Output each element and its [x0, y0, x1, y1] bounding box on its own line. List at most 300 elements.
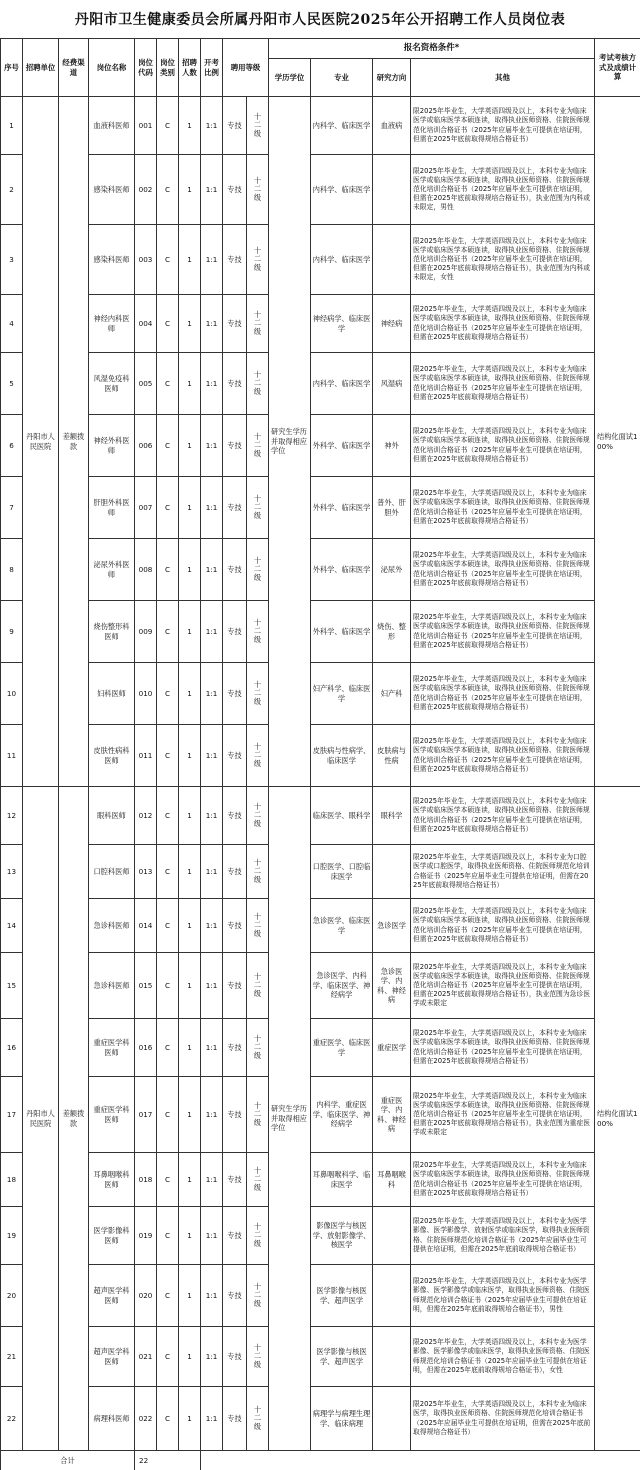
row-post-type: C [157, 1153, 179, 1207]
row-post-type: C [157, 1077, 179, 1153]
row-post-type: C [157, 539, 179, 601]
row-other: 限2025年毕业生，大学英语四级及以上，本科专业为医学影像、医学影像学或临床医学，取得执业医师资格、住院医师规范化培训合格证书（2025年应届毕业生可提供在培证明，但需在2025年底前取得规培合格证书），男性 [411, 1265, 595, 1327]
row-grade-level [247, 225, 269, 295]
row-post-name: 泌尿外科医师 [89, 539, 135, 601]
row-grade-category: 专技 [223, 953, 247, 1019]
row-fund: 差额拨款 [59, 787, 89, 1451]
row-grade-category: 专技 [223, 1387, 247, 1451]
row-post-code: 014 [135, 899, 157, 953]
row-major: 内科学、临床医学 [311, 225, 373, 295]
row-ratio: 1:1 [201, 1207, 223, 1265]
positions-table [0, 38, 640, 1470]
row-seq: 21 [1, 1327, 23, 1387]
row-post-type: C [157, 97, 179, 155]
grade-level-text: 十二级 [253, 742, 262, 768]
row-direction: 重症医学、内科、神经病 [373, 1077, 411, 1153]
row-count: 1 [179, 1077, 201, 1153]
row-seq: 15 [1, 953, 23, 1019]
table-row [1, 663, 640, 725]
row-major: 急诊医学、内科学、临床医学、神经病学 [311, 953, 373, 1019]
row-post-type: C [157, 899, 179, 953]
row-grade-level [247, 899, 269, 953]
row-seq: 8 [1, 539, 23, 601]
row-post-type: C [157, 155, 179, 225]
row-seq: 11 [1, 725, 23, 787]
row-other: 限2025年毕业生，大学英语四级及以上，本科专业为医学影像、医学影像学、放射医学或临床医学，取得执业医师资格、住院医师规范化培训合格证书（2025年应届毕业生可提供在培证明，但需在2025年底前取得规培合格证书） [411, 1207, 595, 1265]
row-ratio: 1:1 [201, 663, 223, 725]
row-count: 1 [179, 845, 201, 899]
row-post-name: 皮肤性病科医师 [89, 725, 135, 787]
row-post-name: 重症医学科医师 [89, 1019, 135, 1077]
row-other: 限2025年毕业生，大学英语四级及以上，本科专业为临床医学或临床医学本硕连读，取得执业医师资格、住院医师规范化培训合格证书（2025年应届毕业生可提供在培证明，但需在2025年底前取得规培合格证书），执业范围为内科或未限定，男性 [411, 155, 595, 225]
row-seq: 2 [1, 155, 23, 225]
row-grade-category: 专技 [223, 663, 247, 725]
row-count: 1 [179, 1387, 201, 1451]
row-post-name: 超声医学科医师 [89, 1265, 135, 1327]
row-grade-category: 专技 [223, 1207, 247, 1265]
grade-level-text: 十二级 [253, 1282, 262, 1308]
grade-level-text: 十二级 [253, 972, 262, 998]
row-count: 1 [179, 415, 201, 477]
grade-level-text: 十二级 [253, 1101, 262, 1127]
table-row [1, 477, 640, 539]
row-post-code: 012 [135, 787, 157, 845]
row-other: 限2025年毕业生，大学英语四级及以上，本科专业为临床医学或临床医学本硕连读，取得执业医师资格、住院医师规范化培训合格证书（2025年应届毕业生可提供在培证明，但需在2025年底前取得规培合格证书），执业范围为内科或未限定，女性 [411, 225, 595, 295]
footer-total-count: 22 [135, 1451, 201, 1470]
row-post-name: 妇科医师 [89, 663, 135, 725]
row-post-name: 急诊科医师 [89, 899, 135, 953]
row-ratio: 1:1 [201, 1327, 223, 1387]
table-row [1, 899, 640, 953]
grade-level-text: 十二级 [253, 912, 262, 938]
row-count: 1 [179, 601, 201, 663]
row-post-code: 008 [135, 539, 157, 601]
row-unit: 丹阳市人民医院 [23, 787, 59, 1451]
row-grade-category: 专技 [223, 225, 247, 295]
table-row [1, 1387, 640, 1451]
row-other: 限2025年毕业生，大学英语四级及以上，本科专业为临床医学或临床医学本硕连读，取得执业医师资格、住院医师规范化培训合格证书（2025年应届毕业生可提供在培证明，但需在2025年底前取得规培合格证书） [411, 295, 595, 353]
row-post-code: 013 [135, 845, 157, 899]
row-other: 限2025年毕业生，大学英语四级及以上，本科专业为临床医学或临床医学本硕连读，取得执业医师资格、住院医师规范化培训合格证书（2025年应届毕业生可提供在培证明，但需在2025年底前取得规培合格证书） [411, 353, 595, 415]
row-ratio: 1:1 [201, 539, 223, 601]
row-major: 神经病学、临床医学 [311, 295, 373, 353]
row-ratio: 1:1 [201, 787, 223, 845]
row-seq: 16 [1, 1019, 23, 1077]
table-row [1, 601, 640, 663]
grade-level-text: 十二级 [253, 1343, 262, 1369]
row-major: 急诊医学、临床医学 [311, 899, 373, 953]
row-post-type: C [157, 845, 179, 899]
row-major: 重症医学、临床医学 [311, 1019, 373, 1077]
row-other: 限2025年毕业生，大学英语四级及以上，本科专业为临床医学或临床医学本硕连读，取得执业医师资格、住院医师规范化培训合格证书（2025年应届毕业生可提供在培证明，但需在2025年底前取得规培合格证书） [411, 601, 595, 663]
row-grade-level [247, 1327, 269, 1387]
header-unit: 招聘单位 [23, 39, 59, 97]
row-other: 限2025年毕业生，大学英语四级及以上，本科专业为临床医学或临床医学本硕连读，取得执业医师资格、住院医师规范化培训合格证书（2025年应届毕业生可提供在培证明，但需在2025年底前取得规培合格证书） [411, 1153, 595, 1207]
row-post-type: C [157, 353, 179, 415]
row-post-name: 病理科医师 [89, 1387, 135, 1451]
header-direction: 研究方向 [373, 59, 411, 97]
footer-total-label: 合计 [1, 1451, 135, 1470]
table-row [1, 1153, 640, 1207]
row-post-type: C [157, 1387, 179, 1451]
row-post-type: C [157, 1207, 179, 1265]
row-grade-category: 专技 [223, 1153, 247, 1207]
row-direction: 血液病 [373, 97, 411, 155]
row-post-name: 肝胆外科医师 [89, 477, 135, 539]
table-row [1, 725, 640, 787]
table-row [1, 155, 640, 225]
row-other: 限2025年毕业生，大学英语四级及以上，本科专业为临床医学或临床医学本硕连读，取得执业医师资格、住院医师规范化培训合格证书（2025年应届毕业生可提供在培证明，但需在2025年底前取得规培合格证书），执业范围为急诊医学或未限定 [411, 953, 595, 1019]
header-post-name: 岗位名称 [89, 39, 135, 97]
table-row [1, 353, 640, 415]
row-post-type: C [157, 477, 179, 539]
row-grade-level [247, 1153, 269, 1207]
row-post-type: C [157, 415, 179, 477]
row-grade-level [247, 477, 269, 539]
row-grade-level [247, 725, 269, 787]
row-post-name: 医学影像科医师 [89, 1207, 135, 1265]
row-grade-category: 专技 [223, 1019, 247, 1077]
row-major: 外科学、临床医学 [311, 539, 373, 601]
row-post-code: 001 [135, 97, 157, 155]
row-post-name: 重症医学科医师 [89, 1077, 135, 1153]
row-count: 1 [179, 295, 201, 353]
grade-level-text: 十二级 [253, 1405, 262, 1431]
row-grade-level [247, 953, 269, 1019]
row-grade-category: 专技 [223, 97, 247, 155]
row-seq: 20 [1, 1265, 23, 1327]
row-major: 医学影像与核医学、超声医学 [311, 1327, 373, 1387]
row-direction: 神经病 [373, 295, 411, 353]
row-direction: 烧伤、整形 [373, 601, 411, 663]
row-direction: 耳鼻咽喉科 [373, 1153, 411, 1207]
row-direction: 泌尿外 [373, 539, 411, 601]
row-direction: 普外、肝胆外 [373, 477, 411, 539]
row-grade-level [247, 1019, 269, 1077]
grade-level-text: 十二级 [253, 176, 262, 202]
row-post-type: C [157, 601, 179, 663]
row-post-name: 风湿免疫科医师 [89, 353, 135, 415]
row-other: 限2025年毕业生，大学英语四级及以上，本科专业为临床医学或临床医学本硕连读，取得执业医师资格、住院医师规范化培训合格证书（2025年应届毕业生可提供在培证明，但需在2025年底前取得规培合格证书） [411, 477, 595, 539]
grade-level-text: 十二级 [253, 112, 262, 138]
row-post-type: C [157, 953, 179, 1019]
row-grade-category: 专技 [223, 415, 247, 477]
row-post-code: 017 [135, 1077, 157, 1153]
row-seq: 7 [1, 477, 23, 539]
header-grade: 聘用等级 [223, 39, 269, 97]
row-major: 口腔医学、口腔临床医学 [311, 845, 373, 899]
row-direction [373, 1327, 411, 1387]
row-grade-category: 专技 [223, 295, 247, 353]
row-other: 限2025年毕业生，大学英语四级及以上，本科专业为临床医学或临床医学本硕连读，取得执业医师资格、住院医师规范化培训合格证书（2025年应届毕业生可提供在培证明，但需在2025年底前取得规培合格证书） [411, 663, 595, 725]
footer-blank [201, 1451, 640, 1470]
row-ratio: 1:1 [201, 225, 223, 295]
row-post-code: 020 [135, 1265, 157, 1327]
grade-level-text: 十二级 [253, 618, 262, 644]
table-row [1, 1019, 640, 1077]
row-fund: 差额拨款 [59, 97, 89, 787]
table-row [1, 97, 640, 155]
row-grade-category: 专技 [223, 155, 247, 225]
row-post-type: C [157, 1265, 179, 1327]
grade-level-text: 十二级 [253, 556, 262, 582]
row-count: 1 [179, 1153, 201, 1207]
row-grade-category: 专技 [223, 1327, 247, 1387]
row-grade-category: 专技 [223, 845, 247, 899]
row-count: 1 [179, 225, 201, 295]
row-exam: 结构化面试100% [595, 787, 640, 1451]
row-grade-level [247, 787, 269, 845]
row-ratio: 1:1 [201, 1077, 223, 1153]
row-ratio: 1:1 [201, 353, 223, 415]
row-major: 皮肤病与性病学、临床医学 [311, 725, 373, 787]
header-qualifications: 报名资格条件* [269, 39, 595, 59]
row-count: 1 [179, 155, 201, 225]
grade-level-text: 十二级 [253, 858, 262, 884]
row-post-type: C [157, 1019, 179, 1077]
row-direction [373, 155, 411, 225]
row-grade-category: 专技 [223, 601, 247, 663]
row-ratio: 1:1 [201, 725, 223, 787]
table-row [1, 1327, 640, 1387]
row-grade-level [247, 601, 269, 663]
grade-level-text: 十二级 [253, 246, 262, 272]
row-ratio: 1:1 [201, 1265, 223, 1327]
row-seq: 3 [1, 225, 23, 295]
row-direction: 妇产科 [373, 663, 411, 725]
row-count: 1 [179, 1019, 201, 1077]
row-other: 限2025年毕业生，大学英语四级及以上，本科专业为临床医学或临床医学本硕连读，取得执业医师资格、住院医师规范化培训合格证书（2025年应届毕业生可提供在培证明，但需在2025年底前取得规培合格证书），执业范围为重症医学或未限定 [411, 1077, 595, 1153]
row-grade-level [247, 1387, 269, 1451]
header-exam: 考试考核方式及成绩计算 [595, 39, 640, 97]
row-seq: 6 [1, 415, 23, 477]
row-grade-category: 专技 [223, 1077, 247, 1153]
row-grade-level [247, 539, 269, 601]
table-row [1, 539, 640, 601]
table-row [1, 225, 640, 295]
row-count: 1 [179, 353, 201, 415]
row-post-code: 010 [135, 663, 157, 725]
header-edu: 学历学位 [269, 59, 311, 97]
row-other: 限2025年毕业生，大学英语四级及以上，本科专业为临床医学或临床医学本硕连读，取得执业医师资格、住院医师规范化培训合格证书（2025年应届毕业生可提供在培证明，但需在2025年底前取得规培合格证书） [411, 97, 595, 155]
row-direction: 重症医学 [373, 1019, 411, 1077]
row-seq: 9 [1, 601, 23, 663]
row-grade-level [247, 155, 269, 225]
page-title: 丹阳市卫生健康委员会所属丹阳市人民医院2025年公开招聘工作人员岗位表 [74, 12, 566, 28]
row-post-code: 006 [135, 415, 157, 477]
row-post-name: 口腔科医师 [89, 845, 135, 899]
row-post-type: C [157, 725, 179, 787]
row-grade-level [247, 295, 269, 353]
row-seq: 17 [1, 1077, 23, 1153]
row-grade-level [247, 663, 269, 725]
row-post-name: 烧伤整形科医师 [89, 601, 135, 663]
row-post-type: C [157, 787, 179, 845]
grade-level-text: 十二级 [253, 1222, 262, 1248]
row-count: 1 [179, 787, 201, 845]
row-ratio: 1:1 [201, 1019, 223, 1077]
row-post-code: 016 [135, 1019, 157, 1077]
row-ratio: 1:1 [201, 1387, 223, 1451]
row-grade-category: 专技 [223, 477, 247, 539]
row-count: 1 [179, 1327, 201, 1387]
row-seq: 18 [1, 1153, 23, 1207]
row-post-type: C [157, 1327, 179, 1387]
row-ratio: 1:1 [201, 1153, 223, 1207]
row-grade-level [247, 415, 269, 477]
row-post-code: 018 [135, 1153, 157, 1207]
row-post-type: C [157, 663, 179, 725]
row-seq: 14 [1, 899, 23, 953]
row-direction: 眼科学 [373, 787, 411, 845]
table-row [1, 953, 640, 1019]
row-direction: 急诊医学、内科、神经病 [373, 953, 411, 1019]
row-direction: 神外 [373, 415, 411, 477]
row-seq: 12 [1, 787, 23, 845]
row-other: 限2025年毕业生，大学英语四级及以上，本科专业为临床医学或临床医学本硕连读，取得执业医师资格、住院医师规范化培训合格证书（2025年应届毕业生可提供在培证明，但需在2025年底前取得规培合格证书） [411, 539, 595, 601]
row-ratio: 1:1 [201, 97, 223, 155]
grade-level-text: 十二级 [253, 680, 262, 706]
row-post-code: 021 [135, 1327, 157, 1387]
row-other: 限2025年毕业生，大学英语四级及以上，本科专业为临床医学或临床医学本硕连读，取得执业医师资格、住院医师规范化培训合格证书（2025年应届毕业生可提供在培证明，但需在2025年底前取得规培合格证书） [411, 1019, 595, 1077]
row-post-code: 003 [135, 225, 157, 295]
row-ratio: 1:1 [201, 155, 223, 225]
row-post-name: 超声医学科医师 [89, 1327, 135, 1387]
row-major: 外科学、临床医学 [311, 601, 373, 663]
row-other: 限2025年毕业生，大学英语四级及以上，本科专业为临床医学或临床医学本硕连读，取得执业医师资格、住院医师规范化培训合格证书（2025年应届毕业生可提供在培证明，但需在2025年底前取得规培合格证书） [411, 725, 595, 787]
row-grade-level [247, 845, 269, 899]
row-grade-level [247, 353, 269, 415]
row-ratio: 1:1 [201, 953, 223, 1019]
grade-level-text: 十二级 [253, 370, 262, 396]
row-post-code: 004 [135, 295, 157, 353]
row-seq: 10 [1, 663, 23, 725]
row-ratio: 1:1 [201, 845, 223, 899]
row-grade-category: 专技 [223, 725, 247, 787]
row-other: 限2025年毕业生，大学英语四级及以上，本科专业为口腔医学或口腔医学，取得执业医师资格、住院医师规范化培训合格证书（2025年应届毕业生可提供在培证明，但需在2025年底前取得规培合格证书） [411, 845, 595, 899]
row-post-code: 011 [135, 725, 157, 787]
row-major: 妇产科学、临床医学 [311, 663, 373, 725]
table-row [1, 787, 640, 845]
row-post-name: 耳鼻咽喉科医师 [89, 1153, 135, 1207]
row-direction: 风湿病 [373, 353, 411, 415]
row-major: 病理学与病理生理学、临床病理 [311, 1387, 373, 1451]
header-post-type: 岗位类别 [157, 39, 179, 97]
row-major: 外科学、临床医学 [311, 477, 373, 539]
row-post-code: 005 [135, 353, 157, 415]
row-direction [373, 1207, 411, 1265]
row-post-name: 眼科医师 [89, 787, 135, 845]
header-ratio: 开考比例 [201, 39, 223, 97]
row-grade-level [247, 97, 269, 155]
row-count: 1 [179, 1207, 201, 1265]
row-post-code: 019 [135, 1207, 157, 1265]
grade-level-text: 十二级 [253, 1034, 262, 1060]
row-direction [373, 225, 411, 295]
row-major: 影像医学与核医学、放射影像学、核医学 [311, 1207, 373, 1265]
row-seq: 5 [1, 353, 23, 415]
row-direction: 皮肤病与性病 [373, 725, 411, 787]
row-grade-category: 专技 [223, 1265, 247, 1327]
row-seq: 1 [1, 97, 23, 155]
header-fund: 经费渠道 [59, 39, 89, 97]
row-other: 限2025年毕业生，大学英语四级及以上，本科专业为临床医学或临床医学本硕连读，取得执业医师资格、住院医师规范化培训合格证书（2025年应届毕业生可提供在培证明，但需在2025年底前取得规培合格证书） [411, 415, 595, 477]
row-count: 1 [179, 97, 201, 155]
table-row [1, 1077, 640, 1153]
header-other: 其他 [411, 59, 595, 97]
row-grade-level [247, 1265, 269, 1327]
row-post-type: C [157, 295, 179, 353]
grade-level-text: 十二级 [253, 494, 262, 520]
row-ratio: 1:1 [201, 415, 223, 477]
row-post-name: 感染科医师 [89, 225, 135, 295]
row-grade-category: 专技 [223, 787, 247, 845]
row-count: 1 [179, 539, 201, 601]
table-row [1, 1265, 640, 1327]
row-unit: 丹阳市人民医院 [23, 97, 59, 787]
row-direction: 急诊医学 [373, 899, 411, 953]
row-major: 内科学、临床医学 [311, 155, 373, 225]
row-direction [373, 1265, 411, 1327]
table-row [1, 295, 640, 353]
row-major: 耳鼻咽喉科学、临床医学 [311, 1153, 373, 1207]
row-post-name: 神经外科医师 [89, 415, 135, 477]
row-major: 外科学、临床医学 [311, 415, 373, 477]
row-direction [373, 845, 411, 899]
row-seq: 22 [1, 1387, 23, 1451]
row-grade-level [247, 1077, 269, 1153]
row-other: 限2025年毕业生，大学英语四级及以上，本科专业为临床医学，取得执业医师资格、住院医师规范化培训合格证书（2025年应届毕业生可提供在培证明，但需在2025年底前取得规培合格证书） [411, 1387, 595, 1451]
row-post-name: 血液科医师 [89, 97, 135, 155]
row-grade-category: 专技 [223, 353, 247, 415]
row-major: 临床医学、眼科学 [311, 787, 373, 845]
row-major: 医学影像与核医学、超声医学 [311, 1265, 373, 1327]
row-exam: 结构化面试100% [595, 97, 640, 787]
header-post-code: 岗位代码 [135, 39, 157, 97]
row-post-code: 015 [135, 953, 157, 1019]
row-count: 1 [179, 725, 201, 787]
row-other: 限2025年毕业生，大学英语四级及以上，本科专业为医学影像、医学影像学或临床医学，取得执业医师资格、住院医师规范化培训合格证书（2025年应届毕业生可提供在培证明，但需在2025年底前取得规培合格证书），女性 [411, 1327, 595, 1387]
row-count: 1 [179, 953, 201, 1019]
row-grade-category: 专技 [223, 899, 247, 953]
header-seq: 序号 [1, 39, 23, 97]
row-seq: 13 [1, 845, 23, 899]
row-seq: 19 [1, 1207, 23, 1265]
row-ratio: 1:1 [201, 899, 223, 953]
row-count: 1 [179, 1265, 201, 1327]
row-ratio: 1:1 [201, 295, 223, 353]
row-post-name: 感染科医师 [89, 155, 135, 225]
row-edu: 研究生学历并取得相应学位 [269, 97, 311, 787]
row-seq: 4 [1, 295, 23, 353]
row-post-code: 002 [135, 155, 157, 225]
grade-level-text: 十二级 [253, 1166, 262, 1192]
table-row [1, 1207, 640, 1265]
row-major: 内科学、临床医学 [311, 97, 373, 155]
row-post-code: 007 [135, 477, 157, 539]
row-direction [373, 1387, 411, 1451]
row-other: 限2025年毕业生，大学英语四级及以上，本科专业为临床医学或临床医学本硕连读，取得执业医师资格、住院医师规范化培训合格证书（2025年应届毕业生可提供在培证明，但需在2025年底前取得规培合格证书） [411, 787, 595, 845]
row-grade-category: 专技 [223, 539, 247, 601]
row-post-code: 022 [135, 1387, 157, 1451]
row-ratio: 1:1 [201, 477, 223, 539]
row-edu: 研究生学历并取得相应学位 [269, 787, 311, 1451]
grade-level-text: 十二级 [253, 310, 262, 336]
table-row [1, 845, 640, 899]
row-post-type: C [157, 225, 179, 295]
row-count: 1 [179, 663, 201, 725]
row-major: 内科学、临床医学 [311, 353, 373, 415]
